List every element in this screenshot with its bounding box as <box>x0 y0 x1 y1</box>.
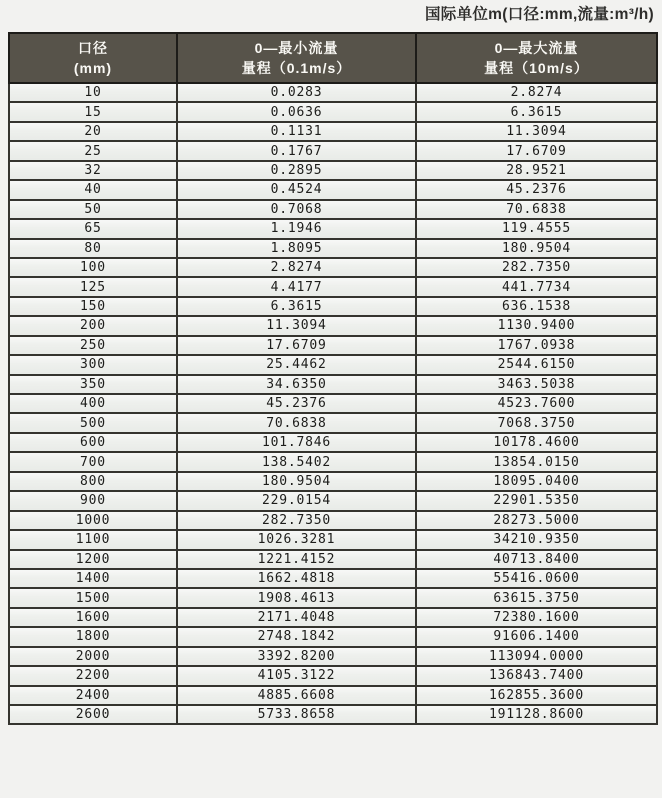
diameter-cell: 400 <box>9 394 177 413</box>
diameter-cell: 800 <box>9 472 177 491</box>
diameter-cell: 50 <box>9 200 177 219</box>
table-row <box>9 511 657 530</box>
min-flow-cell: 2748.1842 <box>177 627 416 646</box>
table-row <box>9 102 657 121</box>
min-flow-cell: 1.8095 <box>177 239 416 258</box>
table-row <box>9 122 657 141</box>
min-flow-cell: 17.6709 <box>177 336 416 355</box>
table-row <box>9 705 657 724</box>
diameter-cell: 150 <box>9 297 177 316</box>
max-flow-cell: 22901.5350 <box>416 491 657 510</box>
table-row <box>9 472 657 491</box>
max-flow-cell: 70.6838 <box>416 200 657 219</box>
max-flow-cell: 28.9521 <box>416 161 657 180</box>
max-flow-cell: 3463.5038 <box>416 375 657 394</box>
table-row <box>9 297 657 316</box>
min-flow-cell: 0.1131 <box>177 122 416 141</box>
max-flow-cell: 1767.0938 <box>416 336 657 355</box>
diameter-cell: 2400 <box>9 686 177 705</box>
max-flow-cell: 91606.1400 <box>416 627 657 646</box>
diameter-cell: 125 <box>9 277 177 296</box>
min-flow-cell: 4105.3122 <box>177 666 416 685</box>
diameter-cell: 2600 <box>9 705 177 724</box>
diameter-cell: 600 <box>9 433 177 452</box>
diameter-cell: 32 <box>9 161 177 180</box>
min-flow-cell: 0.0283 <box>177 83 416 102</box>
min-flow-cell: 0.2895 <box>177 161 416 180</box>
table-header-row <box>9 33 657 83</box>
min-flow-cell: 5733.8658 <box>177 705 416 724</box>
table-row <box>9 180 657 199</box>
diameter-cell: 2000 <box>9 647 177 666</box>
max-flow-cell: 113094.0000 <box>416 647 657 666</box>
header-diameter-line1: 口径 <box>78 39 108 56</box>
max-flow-cell: 17.6709 <box>416 141 657 160</box>
diameter-cell: 100 <box>9 258 177 277</box>
table-row <box>9 413 657 432</box>
max-flow-cell: 119.4555 <box>416 219 657 238</box>
table-row <box>9 452 657 471</box>
max-flow-cell: 13854.0150 <box>416 452 657 471</box>
table-row <box>9 83 657 102</box>
table-row <box>9 375 657 394</box>
table-row <box>9 277 657 296</box>
table-body <box>9 83 657 724</box>
diameter-cell: 1500 <box>9 588 177 607</box>
table-row <box>9 686 657 705</box>
min-flow-cell: 101.7846 <box>177 433 416 452</box>
max-flow-cell: 162855.3600 <box>416 686 657 705</box>
min-flow-cell: 0.1767 <box>177 141 416 160</box>
diameter-cell: 900 <box>9 491 177 510</box>
min-flow-cell: 6.3615 <box>177 297 416 316</box>
min-flow-cell: 138.5402 <box>177 452 416 471</box>
max-flow-cell: 63615.3750 <box>416 588 657 607</box>
diameter-cell: 80 <box>9 239 177 258</box>
table-row <box>9 258 657 277</box>
diameter-cell: 2200 <box>9 666 177 685</box>
max-flow-cell: 34210.9350 <box>416 530 657 549</box>
max-flow-cell: 2544.6150 <box>416 355 657 374</box>
table-row <box>9 394 657 413</box>
min-flow-cell: 282.7350 <box>177 511 416 530</box>
min-flow-cell: 0.7068 <box>177 200 416 219</box>
min-flow-cell: 2171.4048 <box>177 608 416 627</box>
table-row <box>9 200 657 219</box>
table-row <box>9 666 657 685</box>
max-flow-cell: 10178.4600 <box>416 433 657 452</box>
diameter-cell: 250 <box>9 336 177 355</box>
min-flow-cell: 0.4524 <box>177 180 416 199</box>
spec-table <box>8 32 658 725</box>
table-row <box>9 647 657 666</box>
max-flow-cell: 2.8274 <box>416 83 657 102</box>
diameter-cell: 700 <box>9 452 177 471</box>
header-cell-min-flow <box>177 33 416 83</box>
min-flow-cell: 2.8274 <box>177 258 416 277</box>
table-row <box>9 608 657 627</box>
diameter-cell: 1000 <box>9 511 177 530</box>
min-flow-cell: 0.0636 <box>177 102 416 121</box>
header-cell-diameter <box>9 33 177 83</box>
table-row <box>9 161 657 180</box>
min-flow-cell: 1662.4818 <box>177 569 416 588</box>
header-cell-max-flow <box>416 33 657 83</box>
min-flow-cell: 1908.4613 <box>177 588 416 607</box>
table-row <box>9 239 657 258</box>
diameter-cell: 20 <box>9 122 177 141</box>
header-min-flow-line2: 量程（0.1m/s） <box>241 60 352 76</box>
max-flow-cell: 136843.7400 <box>416 666 657 685</box>
max-flow-cell: 55416.0600 <box>416 569 657 588</box>
max-flow-cell: 11.3094 <box>416 122 657 141</box>
min-flow-cell: 180.9504 <box>177 472 416 491</box>
min-flow-cell: 1.1946 <box>177 219 416 238</box>
min-flow-cell: 1221.4152 <box>177 550 416 569</box>
table-row <box>9 219 657 238</box>
table-row <box>9 550 657 569</box>
max-flow-cell: 180.9504 <box>416 239 657 258</box>
min-flow-cell: 11.3094 <box>177 316 416 335</box>
max-flow-cell: 40713.8400 <box>416 550 657 569</box>
max-flow-cell: 441.7734 <box>416 277 657 296</box>
diameter-cell: 500 <box>9 413 177 432</box>
diameter-cell: 1400 <box>9 569 177 588</box>
table-row <box>9 627 657 646</box>
diameter-cell: 15 <box>9 102 177 121</box>
max-flow-cell: 7068.3750 <box>416 413 657 432</box>
min-flow-cell: 25.4462 <box>177 355 416 374</box>
diameter-cell: 1600 <box>9 608 177 627</box>
min-flow-cell: 1026.3281 <box>177 530 416 549</box>
page-title: 国际单位m(口径:mm,流量:m³/h) <box>424 6 654 23</box>
diameter-cell: 1200 <box>9 550 177 569</box>
table-row <box>9 433 657 452</box>
min-flow-cell: 70.6838 <box>177 413 416 432</box>
max-flow-cell: 191128.8600 <box>416 705 657 724</box>
table-row <box>9 316 657 335</box>
diameter-cell: 65 <box>9 219 177 238</box>
diameter-cell: 40 <box>9 180 177 199</box>
min-flow-cell: 4.4177 <box>177 277 416 296</box>
table-row <box>9 141 657 160</box>
table-row <box>9 355 657 374</box>
table-row <box>9 569 657 588</box>
header-min-flow-line1: 0—最小流量 <box>254 39 339 56</box>
table-row <box>9 588 657 607</box>
table-row <box>9 491 657 510</box>
max-flow-cell: 28273.5000 <box>416 511 657 530</box>
min-flow-cell: 4885.6608 <box>177 686 416 705</box>
diameter-cell: 1100 <box>9 530 177 549</box>
diameter-cell: 25 <box>9 141 177 160</box>
min-flow-cell: 34.6350 <box>177 375 416 394</box>
diameter-cell: 10 <box>9 83 177 102</box>
max-flow-cell: 282.7350 <box>416 258 657 277</box>
max-flow-cell: 4523.7600 <box>416 394 657 413</box>
diameter-cell: 1800 <box>9 627 177 646</box>
header-max-flow-line2: 量程（10m/s） <box>484 60 589 76</box>
min-flow-cell: 45.2376 <box>177 394 416 413</box>
table-row <box>9 530 657 549</box>
diameter-cell: 200 <box>9 316 177 335</box>
max-flow-cell: 636.1538 <box>416 297 657 316</box>
header-max-flow-line1: 0—最大流量 <box>494 39 579 56</box>
diameter-cell: 350 <box>9 375 177 394</box>
max-flow-cell: 6.3615 <box>416 102 657 121</box>
max-flow-cell: 72380.1600 <box>416 608 657 627</box>
table-row <box>9 336 657 355</box>
max-flow-cell: 45.2376 <box>416 180 657 199</box>
min-flow-cell: 3392.8200 <box>177 647 416 666</box>
diameter-cell: 300 <box>9 355 177 374</box>
max-flow-cell: 1130.9400 <box>416 316 657 335</box>
min-flow-cell: 229.0154 <box>177 491 416 510</box>
max-flow-cell: 18095.0400 <box>416 472 657 491</box>
header-diameter-line2: (mm) <box>73 60 113 76</box>
